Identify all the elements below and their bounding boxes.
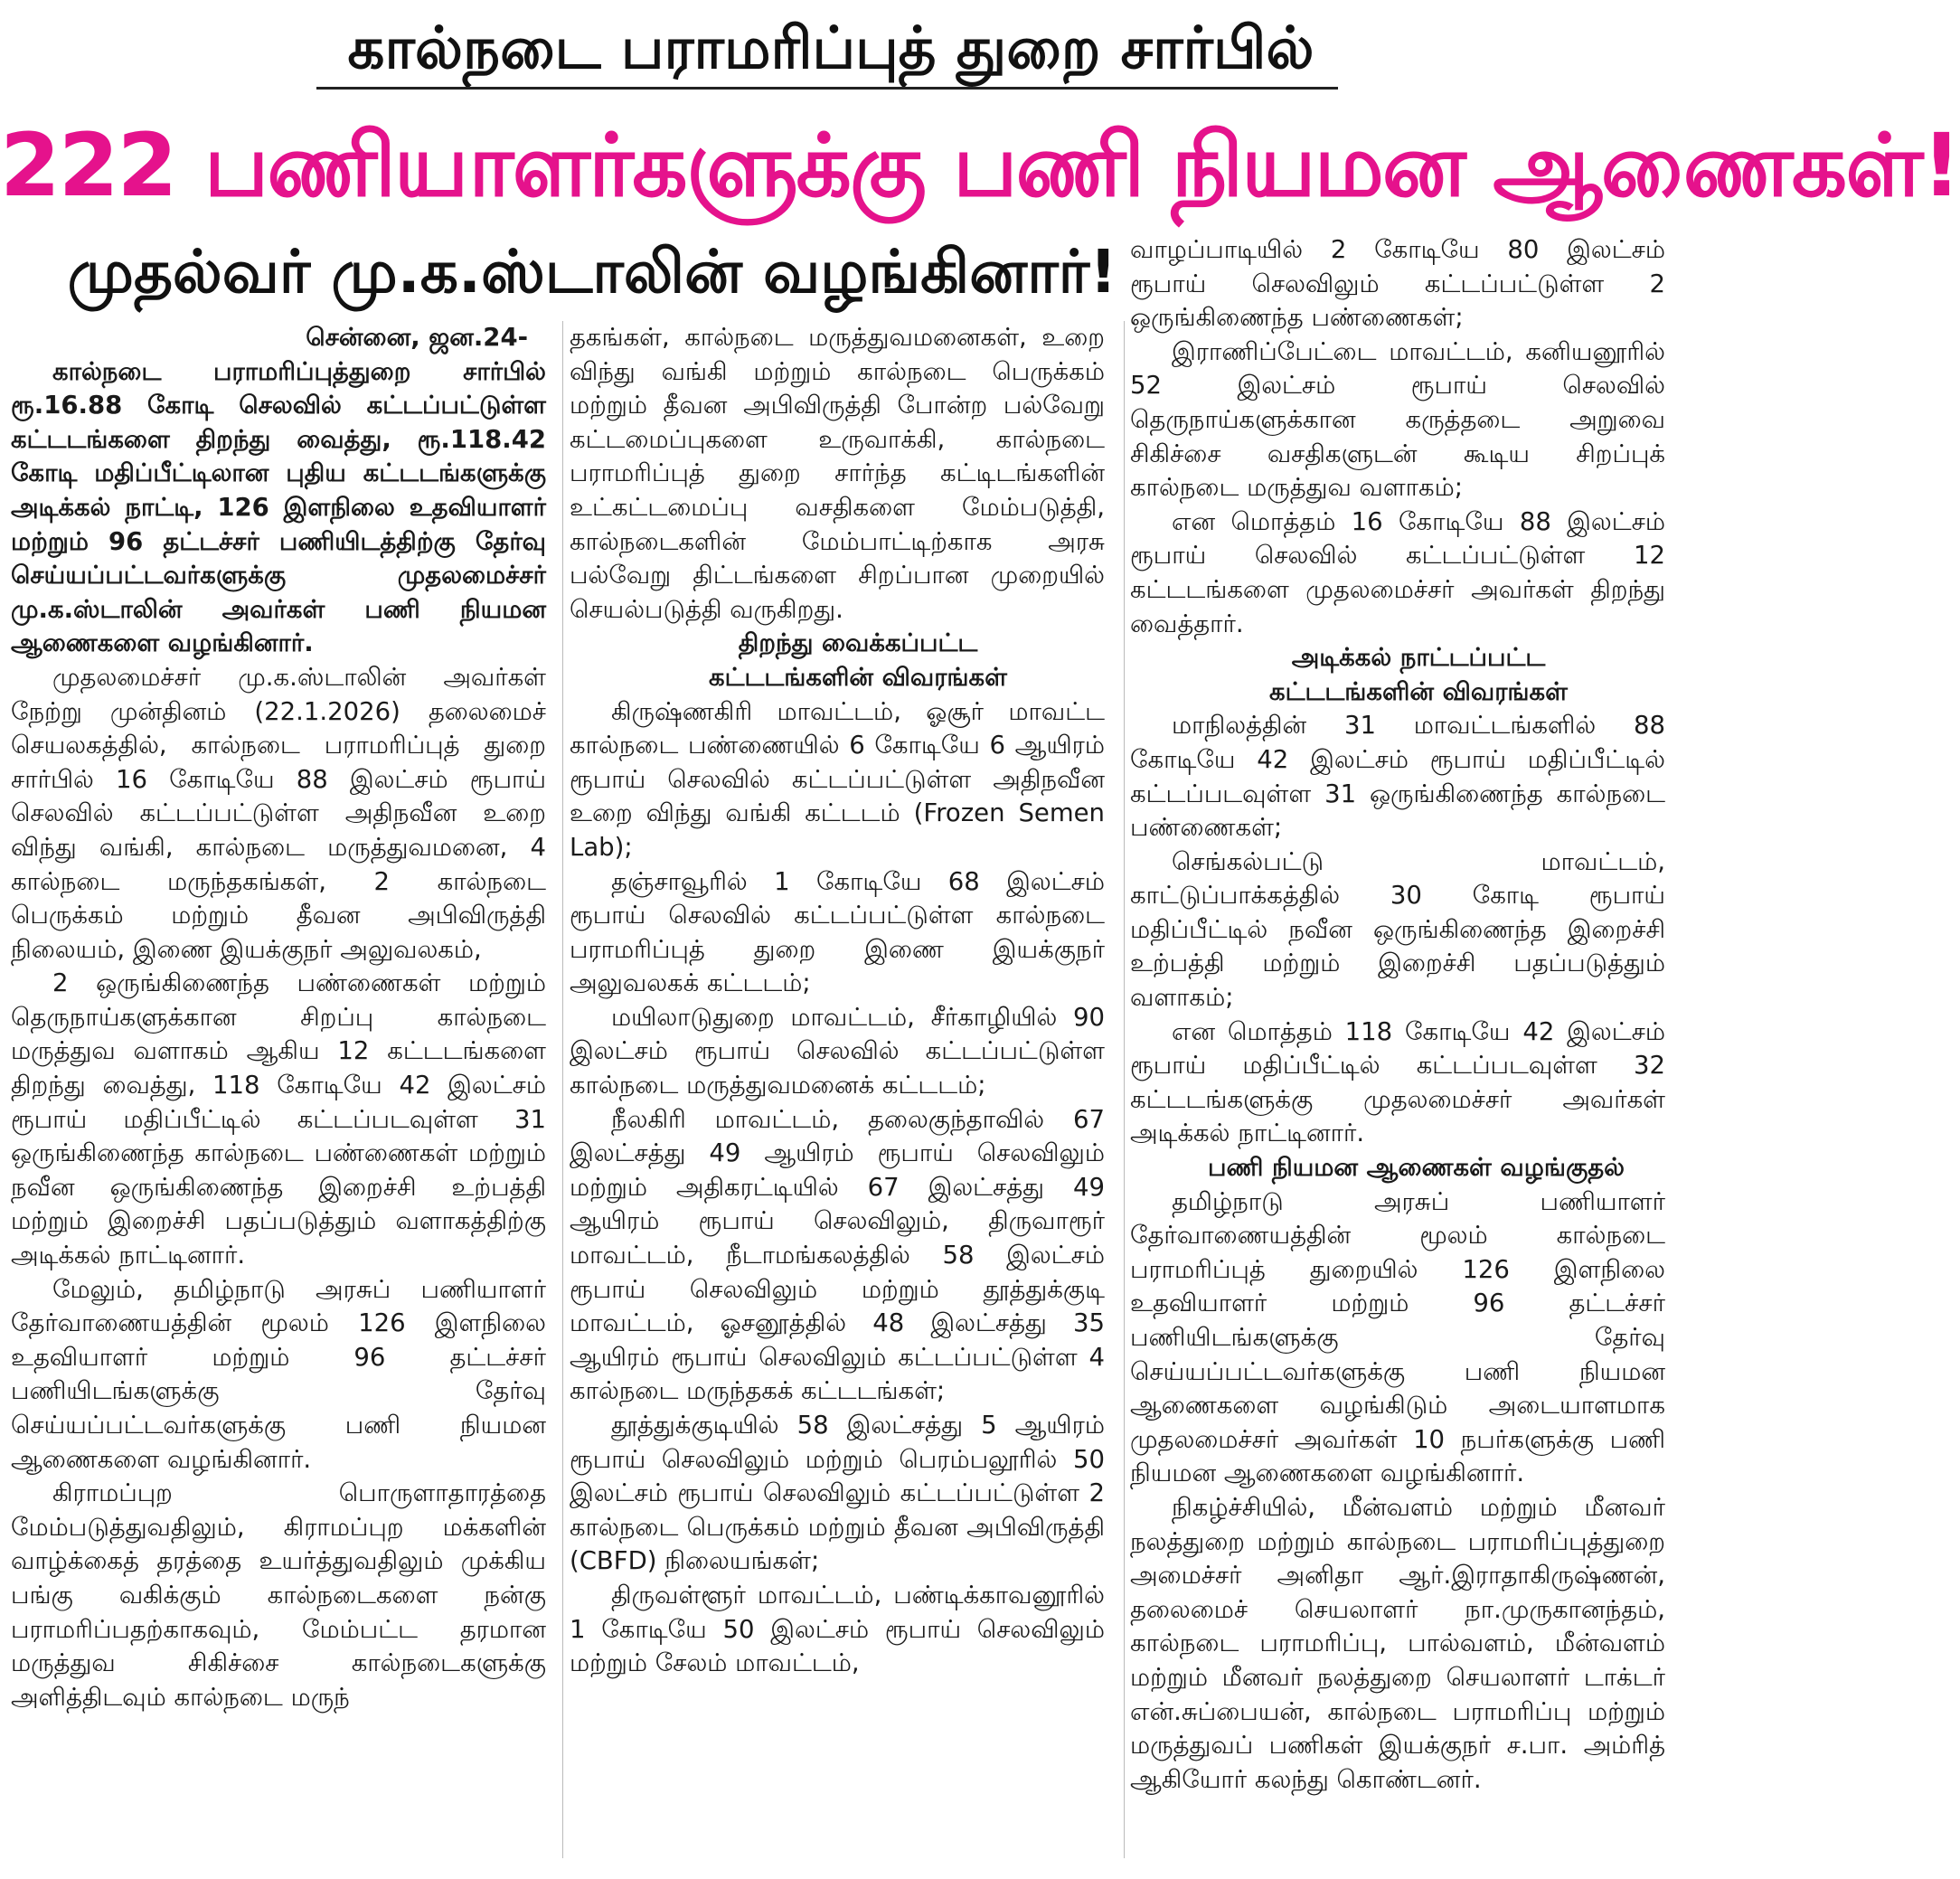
article-column-2 [570,321,1105,1681]
body-paragraph: தமிழ்நாடு அரசுப் பணியாளர் தேர்வாணையத்தின் மூலம் கால்நடை பராமரிப்புத் துறையில் 126 இளநிலை உதவியாளர் மற்றும் 96 தட்டச்சர் பணியிடங்களுக்கு தேர்வு செய்யப்பட்டவர்களுக்கு பணி நியமன ஆணைகளை வழங்கிடும் அடையாளமாக முதலமைச்சர் அவர்கள் 10 நபர்களுக்கு பணி நியமன ஆணைகளை வழங்கினார். [1130,1186,1665,1488]
body-paragraph: தகங்கள், கால்நடை மருத்துவமனைகள், உறை விந்து வங்கி மற்றும் கால்நடை பெருக்கம் மற்றும் தீவன அபிவிருத்தி போன்ற பல்வேறு கட்டமைப்புகளை உருவாக்கி, கால்நடை பராமரிப்புத் துறை சார்ந்த கட்டிடங்களின் உட்கட்டமைப்பு வசதிகளை மேம்படுத்தி, கால்நடைகளின் மேம்பாட்டிற்காக அரசு பல்வேறு திட்டங்களை சிறப்பான முறையில் செயல்படுத்தி வருகிறது. [570,323,1105,624]
body-paragraph: நீலகிரி மாவட்டம், தலைகுந்தாவில் 67 இலட்சத்து 49 ஆயிரம் ரூபாய் செலவிலும் மற்றும் அதிகரட்டியில் 67 இலட்சத்து 49 ஆயிரம் ரூபாய் செலவிலும், திருவாரூர் மாவட்டம், நீடாமங்கலத்தில் 58 இலட்சம் ரூபாய் செலவிலும் மற்றும் தூத்துக்குடி மாவட்டம், ஓசனூத்தில் 48 இலட்சத்து 35 ஆயிரம் ரூபாய் செலவிலும் கட்டப்பட்டுள்ள 4 கால்நடை மருந்தகக் கட்டடங்கள்; [570,1104,1105,1406]
body-paragraph: மயிலாடுதுறை மாவட்டம், சீர்காழியில் 90 இலட்சம் ரூபாய் செலவில் கட்டப்பட்டுள்ள கால்நடை மருத்துவமனைக் கட்டடம்; [570,1002,1105,1100]
body-paragraph: தஞ்சாவூரில் 1 கோடியே 68 இலட்சம் ரூபாய் செலவில் கட்டப்பட்டுள்ள கால்நடை பராமரிப்புத் துறை இணை இயக்குநர் அலுவலகக் கட்டடம்; [570,866,1105,998]
body-paragraph: செங்கல்பட்டு மாவட்டம், காட்டுப்பாக்கத்தில் 30 கோடி ரூபாய் மதிப்பீட்டில் நவீன ஒருங்கிணைந்த இறைச்சி உற்பத்தி மற்றும் இறைச்சி பதப்படுத்தும் வளாகம்; [1130,846,1665,1013]
body-paragraph: இராணிப்பேட்டை மாவட்டம், கனியனூரில் 52 இலட்சம் ரூபாய் செலவில் தெருநாய்களுக்கான கருத்தடை அறுவை சிகிச்சை வசதிகளுடன் கூடிய சிறப்புக் கால்நடை மருத்துவ வளாகம்; [1130,336,1665,503]
body-paragraph: கிராமப்புற பொருளாதாரத்தை மேம்படுத்துவதிலும், கிராமப்புற மக்களின் வாழ்க்கைத் தரத்தை உயர்த்துவதிலும் முக்கிய பங்கு வகிக்கும் கால்நடைகளை நன்கு பராமரிப்பதற்காகவும், மேம்பட்ட தரமான மருத்துவ சிகிச்சை கால்நடைகளுக்கு அளித்திடவும் கால்நடை மருந் [11,1478,546,1712]
main-headline: 222 பணியாளர்களுக்கு பணி நியமன ஆணைகள்! [0,115,1960,216]
column-divider [1124,321,1125,1858]
body-paragraph: மாநிலத்தின் 31 மாவட்டங்களில் 88 கோடியே 42 இலட்சம் ரூபாய் மதிப்பீட்டில் கட்டப்படவுள்ள 31 ஒருங்கிணைந்த கால்நடை பண்ணைகள்; [1130,711,1665,843]
article-column-3 [1130,233,1665,1797]
dateline: சென்னை, ஜன.24- [306,323,528,352]
body-paragraph: என மொத்தம் 16 கோடியே 88 இலட்சம் ரூபாய் செலவில் கட்டப்பட்டுள்ள 12 கட்டடங்களை முதலமைச்சர் அவர்கள் திறந்து வைத்தார். [1130,506,1665,638]
body-paragraph: வாழப்பாடியில் 2 கோடியே 80 இலட்சம் ரூபாய் செலவிலும் கட்டப்பட்டுள்ள 2 ஒருங்கிணைந்த பண்ணைகள்; [1130,235,1665,333]
sub-headline: முதல்வர் மு.க.ஸ்டாலின் வழங்கினார்! [67,237,1117,307]
kicker-heading: கால்நடை பராமரிப்புத் துறை சார்பில் [347,15,1315,82]
section-heading: கட்டடங்களின் விவரங்கள் [1269,676,1568,706]
section-heading: பணி நியமன ஆணைகள் வழங்குதல் [1208,1153,1625,1183]
body-paragraph: 2 ஒருங்கிணைந்த பண்ணைகள் மற்றும் தெருநாய்களுக்கான சிறப்பு கால்நடை மருத்துவ வளாகம் ஆகிய 12 கட்டடங்களை திறந்து வைத்து, 118 கோடியே 42 இலட்சம் ரூபாய் மதிப்பீட்டில் கட்டப்படவுள்ள 31 ஒருங்கிணைந்த கால்நடை பண்ணைகள் மற்றும் நவீன ஒருங்கிணைந்த இறைச்சி உற்பத்தி மற்றும் இறைச்சி பதப்படுத்தும் வளாகத்திற்கு அடிக்கல் நாட்டினார். [11,968,546,1270]
section-heading: அடிக்கல் நாட்டப்பட்ட [1291,643,1546,673]
section-heading: கட்டடங்களின் விவரங்கள் [709,662,1007,692]
kicker-underline [316,87,1338,90]
lead-paragraph: கால்நடை பராமரிப்புத்துறை சார்பில் ரூ.16.88 கோடி செலவில் கட்டப்பட்டுள்ள கட்டடங்களை திறந்து வைத்து, ரூ.118.42 கோடி மதிப்பீட்டிலான புதிய கட்டடங்களுக்கு அடிக்கல் நாட்டி, 126 இளநிலை உதவியாளர் மற்றும் 96 தட்டச்சர் பணியிடத்திற்கு தேர்வு செய்யப்பட்டவர்களுக்கு முதலமைச்சர் மு.க.ஸ்டாலின் அவர்கள் பணி நியமன ஆணைகளை வழங்கினார். [11,356,546,658]
column-divider [562,321,563,1858]
body-paragraph: என மொத்தம் 118 கோடியே 42 இலட்சம் ரூபாய் மதிப்பீட்டில் கட்டப்படவுள்ள 32 கட்டடங்களுக்கு முதலமைச்சர் அவர்கள் அடிக்கல் நாட்டினார். [1130,1016,1665,1148]
article-column-1 [11,321,546,1714]
body-paragraph: கிருஷ்ணகிரி மாவட்டம், ஓசூர் மாவட்ட கால்நடை பண்ணையில் 6 கோடியே 6 ஆயிரம் ரூபாய் செலவில் கட்டப்பட்டுள்ள அதிநவீன உறை விந்து வங்கி கட்டடம் (Frozen Semen Lab); [570,696,1105,862]
body-paragraph: முதலமைச்சர் மு.க.ஸ்டாலின் அவர்கள் நேற்று முன்தினம் (22.1.2026) தலைமைச் செயலகத்தில், கால்நடை பராமரிப்புத் துறை சார்பில் 16 கோடியே 88 இலட்சம் ரூபாய் செலவில் கட்டப்பட்டுள்ள அதிநவீன உறை விந்து வங்கி, கால்நடை மருத்துவமனை, 4 கால்நடை மருந்தகங்கள், 2 கால்நடை பெருக்கம் மற்றும் தீவன அபிவிருத்தி நிலையம், இணை இயக்குநர் அலுவலகம், [11,662,546,964]
section-heading: திறந்து வைக்கப்பட்ட [738,628,978,658]
body-paragraph: மேலும், தமிழ்நாடு அரசுப் பணியாளர் தேர்வாணையத்தின் மூலம் 126 இளநிலை உதவியாளர் மற்றும் 96 தட்டச்சர் பணியிடங்களுக்கு தேர்வு செய்யப்பட்டவர்களுக்கு பணி நியமன ஆணைகளை வழங்கினார். [11,1274,546,1474]
body-paragraph: நிகழ்ச்சியில், மீன்வளம் மற்றும் மீனவர் நலத்துறை மற்றும் கால்நடை பராமரிப்புத்துறை அமைச்சர் அனிதா ஆர்.இராதாகிருஷ்ணன், தலைமைச் செயலாளர் நா.முருகானந்தம், கால்நடை பராமரிப்பு, பால்வளம், மீன்வளம் மற்றும் மீனவர் நலத்துறை செயலாளர் டாக்டர் என்.சுப்பையன், கால்நடை பராமரிப்பு மற்றும் மருத்துவப் பணிகள் இயக்குநர் ச.பா. அம்ரித் ஆகியோர் கலந்து கொண்டனர். [1130,1492,1665,1794]
body-paragraph: தூத்துக்குடியில் 58 இலட்சத்து 5 ஆயிரம் ரூபாய் செலவிலும் மற்றும் பெரம்பலூரில் 50 இலட்சம் ரூபாய் செலவிலும் கட்டப்பட்டுள்ள 2 கால்நடை பெருக்கம் மற்றும் தீவன அபிவிருத்தி (CBFD) நிலையங்கள்; [570,1411,1105,1576]
body-paragraph: திருவள்ளூர் மாவட்டம், பண்டிக்காவனூரில் 1 கோடியே 50 இலட்சம் ரூபாய் செலவிலும் மற்றும் சேலம் மாவட்டம், [570,1580,1105,1678]
